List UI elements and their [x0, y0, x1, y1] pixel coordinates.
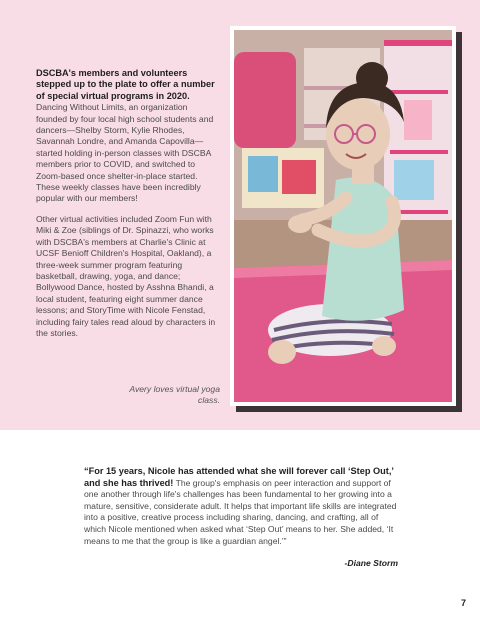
page-number: 7	[460, 598, 466, 608]
quote-attribution: -Diane Storm	[344, 558, 398, 568]
quote-body: The group's emphasis on peer interaction and support of one another through life's challenges has been fundamental to her growing into a mature, sensitive, considerate adult. It helps that important life skills are integrated into a positive, creative process including sharing, dancing, and crafting, all of which Nicole mentioned when asked what ‘Step Out’ means to her. She added, ‘It means to me that the group is like a guardian angel.’”	[84, 477, 397, 546]
article-paragraph-1	[36, 68, 216, 205]
photo-frame	[230, 26, 456, 406]
girl-yoga-photo	[234, 30, 452, 402]
article-paragraph-1-text: Dancing Without Limits, an organization founded by four local high school students and dancers—Shelby Storm, Kylie Rhodes, Savannah Londre, and Amanda Capovilla—started holding in-person classes with DSCBA members prior to COVID, and switched to Zoom-based once shelter-in-place started. These weekly classes have been incredibly popular with our members!	[36, 102, 214, 204]
article-paragraph-2: Other virtual activities included Zoom Fun with Miki & Zoe (siblings of Dr. Spinazzi, who works with DSCBA's members at Charlie's Clinic at UCSF Benioff Children's Hospital, Oakland), a three-week summer program featuring basketball, drawing, yoga, and dance; Bollywood Dance, hosted by Asshna Bhandi, a local student, featuring eight summer dance lessons; and StoryTime with Nicole Fenstad, including fairy tales read aloud by characters in the stories.	[36, 213, 216, 338]
quote-lead: “For 15 years, Nicole has attended what she will forever call ‘Step Out,’ and she has thrived!	[84, 466, 394, 488]
testimonial-quote	[84, 466, 400, 547]
article-body	[36, 68, 216, 348]
article-lead: DSCBA's members and volunteers stepped up to the plate to offer a number of special virtual programs in 2020.	[36, 68, 215, 101]
photo-caption: Avery loves virtual yoga class.	[129, 384, 220, 405]
